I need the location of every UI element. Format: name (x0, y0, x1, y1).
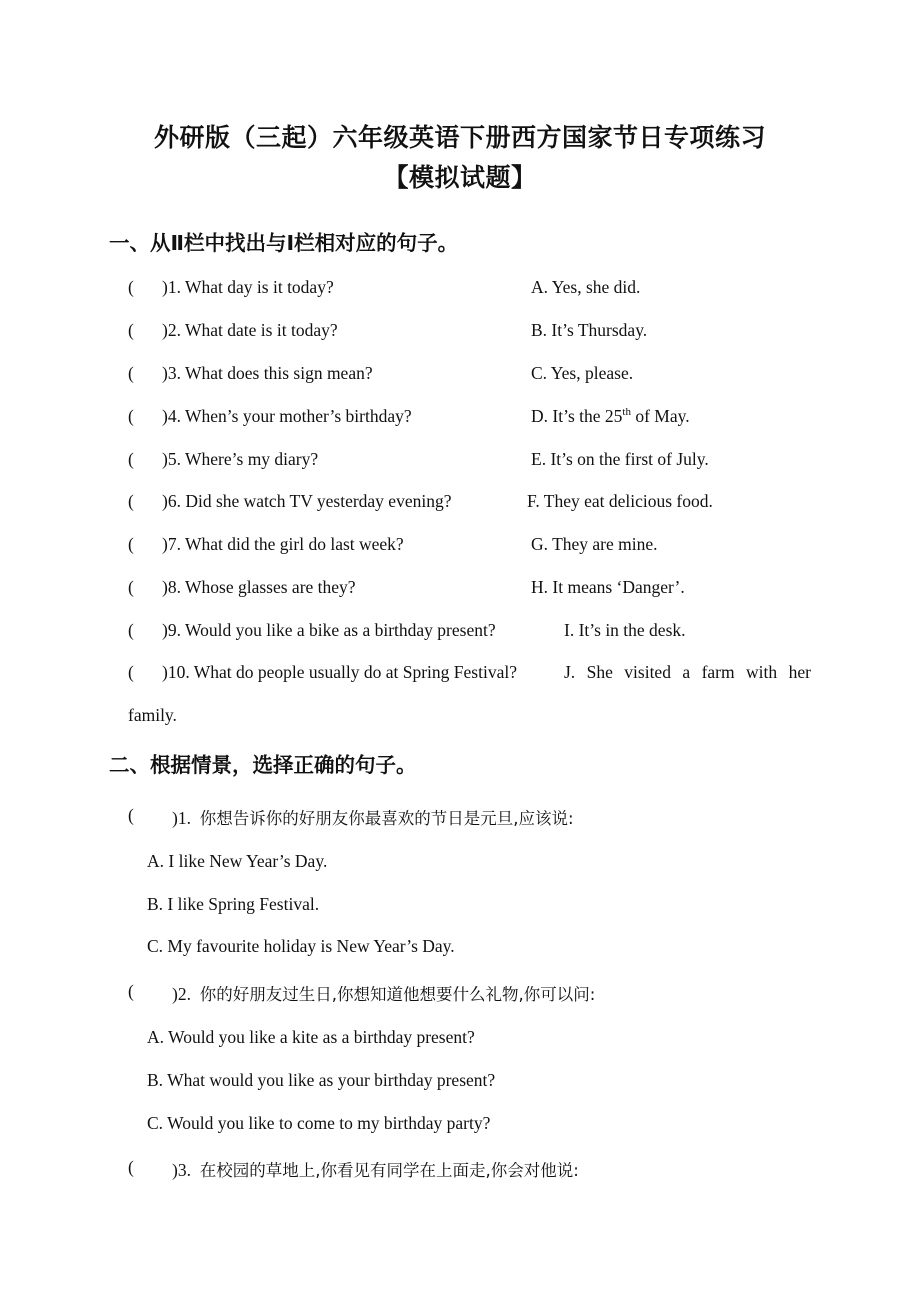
answer-blank-open: ( (128, 320, 134, 340)
answer-blank-open: ( (128, 805, 134, 825)
ordinal-suffix: th (622, 406, 631, 419)
answer-word: a (682, 662, 691, 682)
section-1-heading: 一、从Ⅱ栏中找出与Ⅰ栏相对应的句子。 (109, 231, 459, 255)
option-a: A. I like New Year’s Day. (147, 851, 328, 871)
situation-2 (172, 981, 595, 1005)
situation-1 (172, 805, 574, 829)
answer-option-d-tail: of May. (630, 406, 690, 426)
answer-blank-open: ( (128, 449, 134, 469)
option-c: C. Would you like to come to my birthday party? (147, 1113, 491, 1133)
answer-word: J. (564, 662, 576, 682)
situation-number: )1. (172, 808, 191, 828)
situation-prompt: 你的好朋友过生日,你想知道他想要什么礼物,你可以问: (199, 985, 596, 1004)
section-2-heading: 二、根据情景，选择正确的句子。 (109, 753, 417, 777)
question-5: )5. Where’s my diary? (162, 449, 319, 469)
option-c: C. My favourite holiday is New Year’s Day. (147, 936, 455, 956)
answer-word: with (746, 662, 778, 682)
answer-option-a: A. Yes, she did. (531, 277, 641, 297)
answer-blank-open: ( (128, 406, 134, 426)
answer-option-j-continuation: family. (128, 705, 177, 725)
page-title: 外研版（三起）六年级英语下册西方国家节日专项练习 (153, 123, 766, 152)
answer-blank-open: ( (128, 577, 134, 597)
answer-word: visited (624, 662, 671, 682)
answer-word: She (586, 662, 613, 682)
question-6: )6. Did she watch TV yesterday evening? (162, 491, 452, 511)
answer-blank-open: ( (128, 981, 134, 1001)
situation-number: )3. (172, 1160, 191, 1180)
page-subtitle: 【模拟试题】 (383, 163, 537, 192)
question-7: )7. What did the girl do last week? (162, 534, 404, 554)
answer-word: her (788, 662, 811, 682)
answer-blank-open: ( (128, 662, 134, 682)
option-a: A. Would you like a kite as a birthday present? (147, 1027, 475, 1047)
situation-number: )2. (172, 984, 191, 1004)
situation-prompt: 在校园的草地上,你看见有同学在上面走,你会对他说: (199, 1161, 579, 1180)
situation-prompt: 你想告诉你的好朋友你最喜欢的节日是元旦,应该说: (199, 809, 574, 828)
answer-option-h: H. It means ‘Danger’. (531, 577, 685, 597)
question-2: )2. What date is it today? (162, 320, 338, 340)
answer-option-j (564, 662, 811, 683)
answer-option-d (531, 406, 690, 427)
answer-blank-open: ( (128, 491, 134, 511)
question-4: )4. When’s your mother’s birthday? (162, 406, 412, 426)
answer-option-g: G. They are mine. (531, 534, 658, 554)
answer-word: farm (701, 662, 735, 682)
option-b: B. I like Spring Festival. (147, 894, 320, 914)
question-8: )8. Whose glasses are they? (162, 577, 356, 597)
answer-option-f: F. They eat delicious food. (527, 491, 713, 511)
answer-blank-open: ( (128, 363, 134, 383)
answer-option-b: B. It’s Thursday. (531, 320, 648, 340)
question-3: )3. What does this sign mean? (162, 363, 373, 383)
option-b: B. What would you like as your birthday present? (147, 1070, 496, 1090)
answer-option-d-text: D. It’s the 25 (531, 406, 623, 426)
answer-blank-open: ( (128, 277, 134, 297)
situation-3 (172, 1157, 579, 1181)
answer-blank-open: ( (128, 620, 134, 640)
answer-option-i: I. It’s in the desk. (564, 620, 686, 640)
answer-option-c: C. Yes, please. (531, 363, 634, 383)
answer-blank-open: ( (128, 1157, 134, 1177)
answer-blank-open: ( (128, 534, 134, 554)
question-10: )10. What do people usually do at Spring Festival? (162, 662, 517, 682)
question-9: )9. Would you like a bike as a birthday present? (162, 620, 496, 640)
question-1: )1. What day is it today? (162, 277, 334, 297)
answer-option-e: E. It’s on the first of July. (531, 449, 709, 469)
